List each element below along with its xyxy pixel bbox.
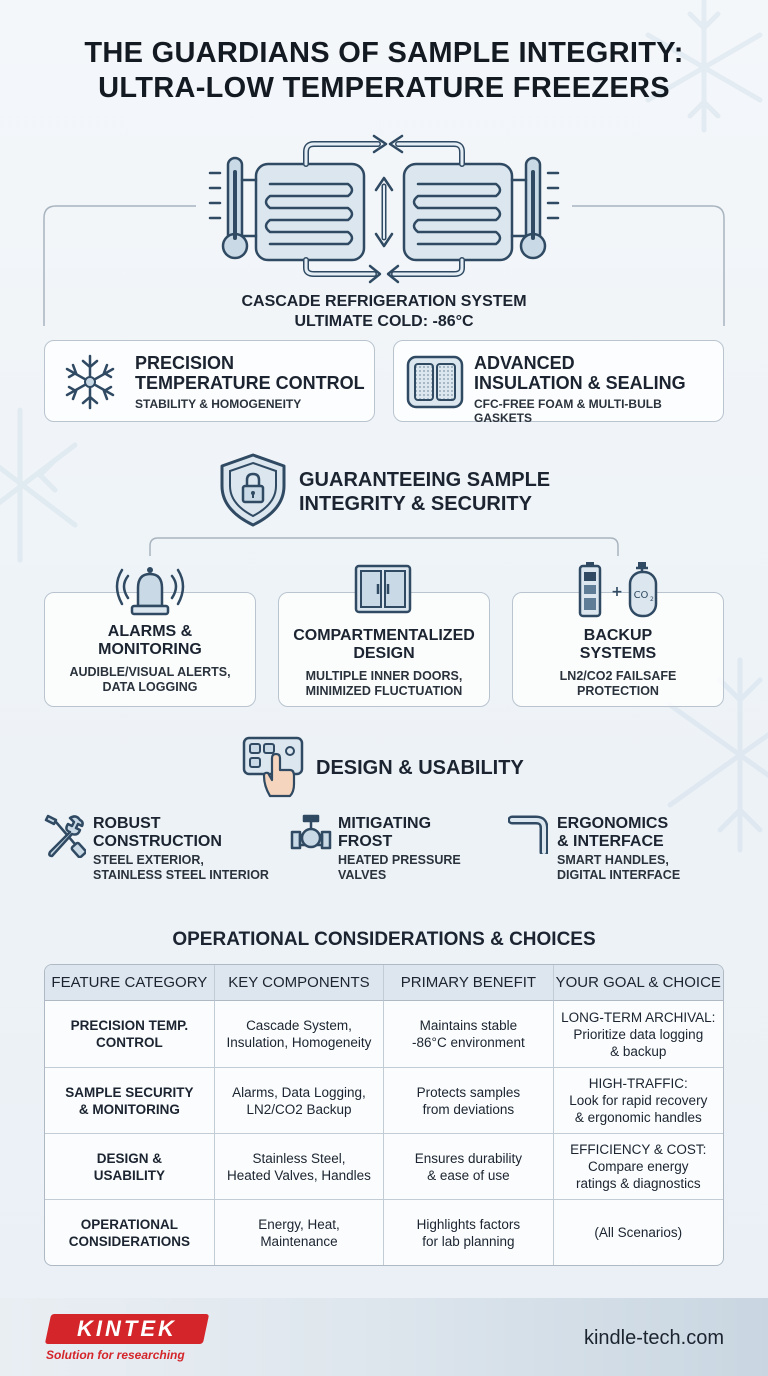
background-snowflake-icon: [0, 400, 90, 570]
design-title: DESIGN & USABILITY: [316, 757, 524, 779]
cell-key-components: Energy, Heat, Maintenance: [215, 1199, 385, 1265]
cell-feature-category: DESIGN & USABILITY: [45, 1133, 215, 1199]
cell-key-components: Cascade System, Insulation, Homogeneity: [215, 1001, 385, 1067]
design-item-title-line1: ERGONOMICS: [557, 815, 669, 832]
feature-title-line2: TEMPERATURE CONTROL: [135, 373, 365, 393]
co2-label: CO: [633, 590, 649, 601]
table-row: [45, 1133, 723, 1199]
design-item-title-line2: CONSTRUCTION: [93, 833, 222, 850]
page-title: [0, 36, 768, 106]
design-item-subtitle-line1: HEATED PRESSURE: [338, 853, 461, 867]
design-item-subtitle-line1: STEEL EXTERIOR,: [93, 853, 204, 867]
card-subtitle-line1: AUDIBLE/VISUAL ALERTS,: [69, 665, 231, 679]
shield-lock-icon: [218, 452, 288, 528]
cell-goal-choice: (All Scenarios): [554, 1199, 723, 1265]
cell-primary-benefit: Maintains stable -86°C environment: [384, 1001, 553, 1067]
security-title-line1: GUARANTEEING SAMPLE: [299, 469, 551, 491]
cell-goal-choice: LONG-TERM ARCHIVAL: Prioritize data logging & backup: [561, 1009, 716, 1059]
cascade-system-label: CASCADE REFRIGERATION SYSTEM: [241, 293, 527, 310]
header-primary-benefit: PRIMARY BENEFIT: [384, 965, 553, 1001]
svg-text:+: +: [611, 584, 623, 600]
design-item-title-line2: & INTERFACE: [557, 833, 664, 850]
feature-title-line1: ADVANCED: [474, 353, 575, 373]
table-row: [45, 1199, 723, 1265]
alarm-bell-icon: [114, 562, 186, 618]
wrench-screwdriver-icon: [42, 812, 86, 858]
table-row: [45, 1001, 723, 1067]
design-item-title-line2: FROST: [338, 833, 393, 850]
table-header-row: [45, 965, 723, 1001]
design-item-subtitle-line1: SMART HANDLES,: [557, 853, 669, 867]
cell-goal-choice: EFFICIENCY & COST: Compare energy ratings & diagnostics: [554, 1133, 723, 1199]
cell-feature-category: PRECISION TEMP. CONTROL: [45, 1001, 215, 1067]
cell-key-components: Alarms, Data Logging, LN2/CO2 Backup: [215, 1067, 385, 1133]
card-subtitle-line2: DATA LOGGING: [102, 680, 198, 694]
handle-icon: [508, 814, 548, 854]
page-title-line2: ULTRA-LOW TEMPERATURE FREEZERS: [98, 72, 670, 104]
design-item-title-line1: MITIGATING: [338, 815, 432, 832]
cell-feature-category: OPERATIONAL CONSIDERATIONS: [45, 1199, 215, 1265]
card-title-line2: DESIGN: [353, 645, 415, 662]
feature-title-line2: INSULATION & SEALING: [474, 373, 686, 393]
design-item-title-line1: ROBUST: [93, 815, 161, 832]
touch-panel-icon: [242, 736, 306, 800]
website-link[interactable]: kindle-tech.com: [583, 1327, 724, 1349]
card-subtitle-line1: MULTIPLE INNER DOORS,: [305, 669, 463, 683]
feature-card-insulation: [393, 340, 724, 425]
header-goal-choice: YOUR GOAL & CHOICE: [554, 965, 723, 1001]
cell-primary-benefit: Ensures durability & ease of use: [384, 1133, 553, 1199]
card-title-line1: COMPARTMENTALIZED: [293, 627, 475, 644]
feature-card-temperature: [44, 340, 375, 422]
design-item-subtitle-line2: DIGITAL INTERFACE: [557, 868, 681, 882]
ultimate-cold-label: ULTIMATE COLD: -86°C: [294, 313, 474, 330]
operational-table: [44, 964, 724, 1266]
valve-icon: [290, 814, 332, 856]
feature-subtitle: STABILITY & HOMOGENEITY: [135, 397, 302, 411]
header-key-components: KEY COMPONENTS: [215, 965, 385, 1001]
card-subtitle-line2: MINIMIZED FLUCTUATION: [305, 684, 463, 698]
header-feature-category: FEATURE CATEGORY: [45, 965, 215, 1001]
card-title-line2: MONITORING: [98, 641, 202, 658]
insulation-panel-icon: [406, 353, 464, 411]
logo-tagline: Solution for researching: [46, 1348, 185, 1362]
co2-subscript: 2: [650, 596, 654, 603]
card-subtitle-line2: PROTECTION: [577, 684, 659, 698]
cell-key-components: Stainless Steel, Heated Valves, Handles: [215, 1133, 385, 1199]
feature-subtitle: CFC-FREE FOAM & MULTI-BULB GASKETS: [474, 397, 662, 425]
security-title-line2: INTEGRITY & SECURITY: [299, 493, 532, 515]
double-door-icon: [354, 564, 412, 614]
card-title-line1: ALARMS &: [107, 623, 193, 640]
table-row: [45, 1067, 723, 1133]
cell-primary-benefit: Protects samples from deviations: [384, 1067, 553, 1133]
snowflake-icon: [61, 353, 119, 411]
cascade-system-diagram-icon: [206, 128, 562, 288]
operational-title: OPERATIONAL CONSIDERATIONS & CHOICES: [172, 929, 596, 950]
cell-feature-category: SAMPLE SECURITY & MONITORING: [45, 1067, 215, 1133]
design-item-subtitle-line2: STAINLESS STEEL INTERIOR: [93, 868, 269, 882]
card-title-line1: BACKUP: [583, 627, 653, 644]
card-title-line2: SYSTEMS: [579, 645, 657, 662]
cell-goal-choice: HIGH-TRAFFIC: Look for rapid recovery & ergonomic handles: [554, 1067, 723, 1133]
card-subtitle-line1: LN2/CO2 FAILSAFE: [559, 669, 677, 683]
kintek-logo-text: KINTEK: [77, 1316, 177, 1341]
feature-title-line1: PRECISION: [135, 353, 235, 373]
page-title-line1: THE GUARDIANS OF SAMPLE INTEGRITY:: [84, 37, 684, 69]
cell-primary-benefit: Highlights factors for lab planning: [384, 1199, 553, 1265]
design-item-subtitle-line2: VALVES: [338, 868, 387, 882]
battery-co2-icon: [578, 560, 660, 618]
